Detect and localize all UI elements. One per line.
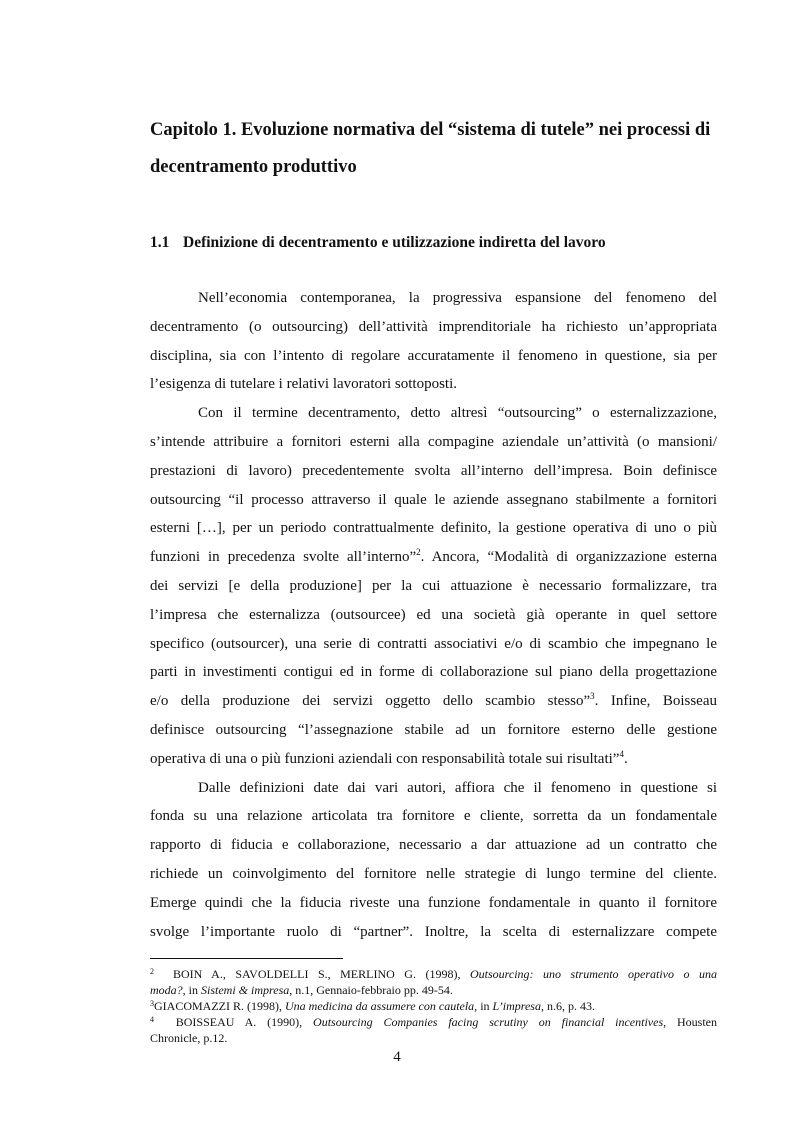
text-line: decentramento (o outsourcing) dell’attività imprenditoriale ha richiesto un’appropriata [150, 318, 717, 335]
footnote-journal: L’impresa [492, 999, 541, 1013]
footnote-text: BOIN A., SAVOLDELLI S., MERLINO G. (1998), [173, 967, 470, 981]
text-line: l’impresa che esternalizza (outsourcee) ed una società già operante in quel settore [150, 606, 717, 623]
text-line: Nell’economia contemporanea, la progressiva espansione del fenomeno del [198, 290, 717, 306]
footnote-ref[interactable]: 4 [619, 748, 624, 759]
paragraph [150, 284, 717, 399]
footnote-text: , n.6, p. 43. [540, 999, 595, 1013]
text-line: rapporto di fiducia e collaborazione, necessario a dar attuazione ad un contratto che [150, 837, 717, 854]
footnote-title: moda? [150, 983, 183, 997]
text-line: definisce outsourcing “l’assegnazione stabile ad un fornitore esterno delle gestione [150, 721, 717, 738]
footnote-line [150, 982, 717, 998]
footnote-separator [150, 958, 343, 959]
footnote [150, 966, 717, 998]
text-line: fonda su una relazione articolata tra fornitore e cliente, sorretta da un fondamentale [150, 808, 717, 825]
footnote-line: Chronicle, p.12. [150, 1031, 228, 1045]
text-line: parti in investimenti contigui ed in forme di collaborazione sul piano della progettazione [150, 664, 717, 681]
text-fragment: e/o della produzione dei servizi oggetto dello scambio stesso” [150, 693, 591, 710]
text-fragment: . Ancora, “Modalità di organizzazione esterna [420, 549, 717, 566]
footnote-ref[interactable]: 3 [590, 691, 595, 702]
paragraph [150, 399, 717, 773]
footnote-number: 4 [150, 1015, 154, 1024]
text-fragment: operativa di una o più funzioni aziendali con responsabilità totale sui risultati” [150, 750, 620, 767]
footnote-line [150, 966, 717, 982]
chapter-title-line-1: Capitolo 1. Evoluzione normativa del “sistema di tutele” nei processi di [150, 120, 711, 140]
chapter-title-line-2: decentramento produttivo [150, 157, 357, 177]
text-line: richiede un coinvolgimento del fornitore nelle strategie di lungo termine del cliente. [150, 865, 717, 882]
footnote-journal: Sistemi & impresa [201, 983, 290, 997]
footnote [150, 1014, 717, 1046]
chapter-title [150, 112, 750, 186]
text-line: Con il termine decentramento, detto altresì “outsourcing” o esternalizzazione, [198, 405, 717, 422]
text-line: Dalle definizioni date dai vari autori, affiora che il fenomeno in questione si [198, 779, 717, 796]
text-line: s’intende attribuire a fornitori esterni alla compagine aziendale un’attività (o mansioni/ [150, 433, 717, 450]
text-line [150, 543, 717, 572]
footnote-number: 3 [150, 999, 154, 1008]
section-title: Definizione di decentramento e utilizzazione indiretta del lavoro [183, 234, 606, 251]
text-line: specifico (outsourcer), una serie di contratti associativi e/o di scambio che impegnano le [150, 635, 717, 652]
text-line [150, 745, 717, 774]
footnote-title: Una medicina da assumere con cautela, [285, 999, 478, 1013]
page-number: 4 [393, 1049, 401, 1065]
text-line: prestazioni di lavoro) precedentemente svolta all’interno dell’impresa. Boin definisce [150, 462, 717, 479]
footnote-text: in [477, 999, 493, 1013]
text-line: disciplina, sia con l’intento di regolare accuratamente il fenomeno in questione, sia per [150, 347, 717, 364]
text-line: svolge l’importante ruolo di “partner”. Inoltre, la scelta di esternalizzare compete [150, 923, 717, 940]
text-line: Emerge quindi che la fiducia riveste una funzione fondamentale in quanto il fornitore [150, 894, 717, 911]
section-heading [150, 232, 750, 254]
text-line: dei servizi [e della produzione] per la cui attuazione è necessario formalizzare, tra [150, 577, 717, 594]
footnote-line [150, 998, 717, 1014]
footnote-text: GIACOMAZZI R. (1998), [154, 999, 285, 1013]
text-line [150, 687, 717, 716]
footnote-ref[interactable]: 2 [416, 547, 421, 558]
footnote-number: 2 [150, 967, 154, 976]
text-fragment: . Infine, Boisseau [594, 693, 717, 710]
footnote-title: Outsourcing Companies facing scrutiny on financial incentives [313, 1015, 664, 1029]
section-number: 1.1 [150, 234, 170, 251]
paragraph [150, 774, 717, 947]
text-fragment: . [623, 750, 628, 767]
text-line: outsourcing “il processo attraverso il quale le aziende assegnano stabilmente a fornitori [150, 491, 717, 508]
text-fragment: funzioni in precedenza svolte all’interno” [150, 549, 417, 566]
text-line: l’esigenza di tutelare i relativi lavoratori sottoposti. [150, 376, 457, 393]
footnote-text: , Housten [663, 1015, 717, 1029]
footnote [150, 998, 717, 1014]
body-text [150, 284, 717, 946]
footnote-line [150, 1014, 717, 1030]
footnote-text: BOISSEAU A. (1990), [175, 1015, 314, 1029]
text-line: esterni […], per un periodo contrattualmente definito, la gestione operativa di uno o più [150, 520, 717, 537]
footnote-text: , n.1, Gennaio-febbraio pp. 49-54. [289, 983, 453, 997]
footnote-text: , in [182, 983, 202, 997]
footnotes [150, 966, 717, 1046]
footnote-title: Outsourcing: uno strumento operativo o una [469, 967, 717, 981]
